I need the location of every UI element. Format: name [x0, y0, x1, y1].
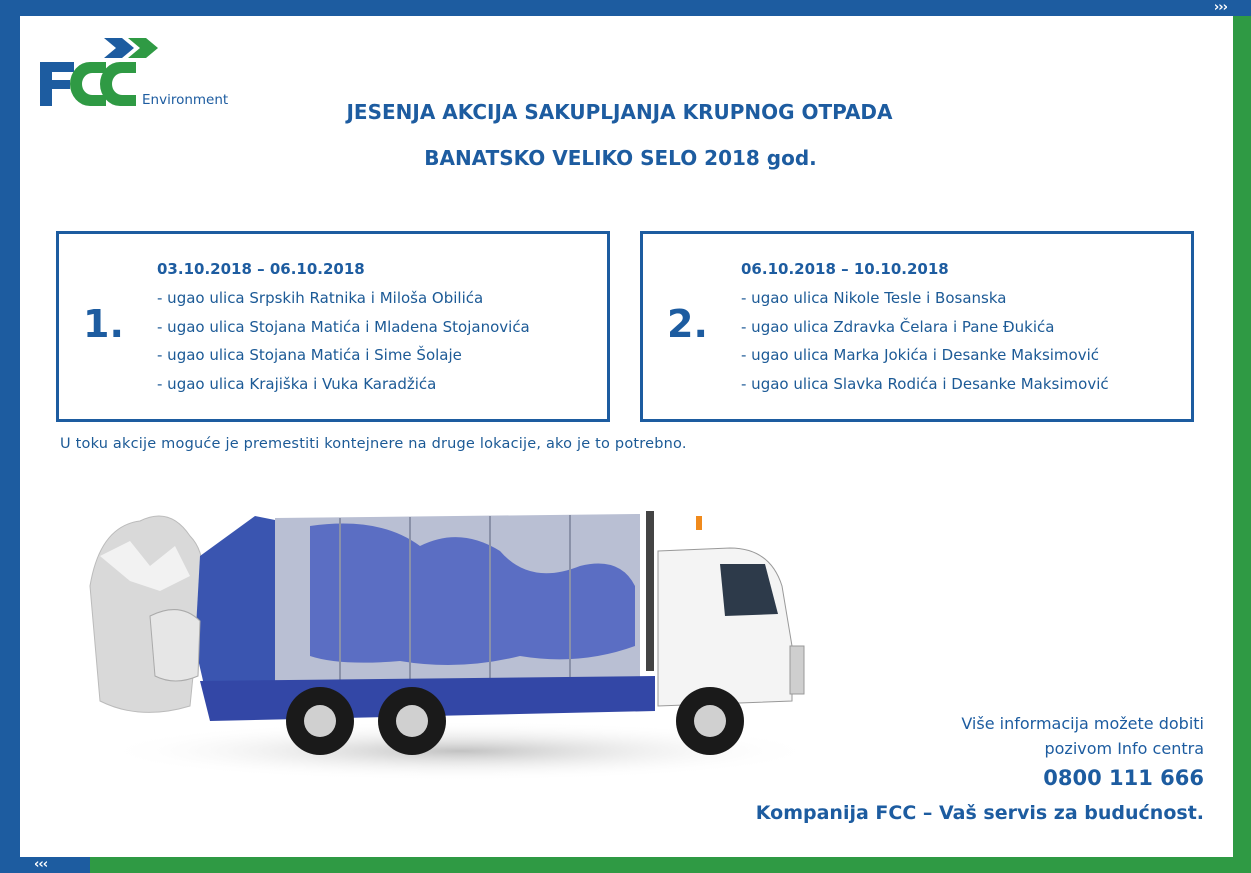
chevron-left-icon: ‹‹‹	[34, 857, 48, 872]
list-item: - ugao ulica Slavka Rodića i Desanke Maksimović	[741, 375, 1109, 394]
frame-left-border	[0, 0, 20, 873]
page-subtitle: BANATSKO VELIKO SELO 2018 god.	[424, 146, 817, 170]
company-slogan: Kompanija FCC – Vaš servis za budućnost.	[755, 802, 1204, 824]
logo-subtitle: Environment	[142, 92, 229, 108]
frame-bottom-border	[0, 857, 1251, 873]
location-box-1	[56, 231, 610, 422]
garbage-truck-image	[80, 496, 820, 786]
date-range: 03.10.2018 – 06.10.2018	[157, 260, 365, 278]
list-item: - ugao ulica Stojana Matića i Sime Šolaje	[157, 346, 462, 365]
location-list	[157, 287, 530, 402]
box-number: 2.	[667, 302, 708, 346]
info-phone-number: 0800 111 666	[1043, 766, 1204, 790]
list-item: - ugao ulica Krajiška i Vuka Karadžića	[157, 375, 437, 394]
list-item: - ugao ulica Stojana Matića i Mladena Stojanovića	[157, 317, 530, 336]
info-text-line-2: pozivom Info centra	[1044, 739, 1204, 758]
location-list	[741, 287, 1109, 402]
page-title: JESENJA AKCIJA SAKUPLJANJA KRUPNOG OTPADA	[346, 100, 893, 124]
location-box-2	[640, 231, 1194, 422]
relocation-note: U toku akcije moguće je premestiti kontejnere na druge lokacije, ako je to potrebno.	[60, 436, 687, 452]
info-text-line-1: Više informacija možete dobiti	[961, 714, 1204, 733]
frame-top-border	[0, 0, 1251, 16]
list-item: - ugao ulica Nikole Tesle i Bosanska	[741, 289, 1007, 307]
list-item: - ugao ulica Marka Jokića i Desanke Maksimović	[741, 346, 1100, 365]
frame-right-border	[1233, 16, 1251, 873]
date-range: 06.10.2018 – 10.10.2018	[741, 260, 949, 278]
box-number: 1.	[83, 302, 124, 346]
list-item: - ugao ulica Srpskih Ratnika i Miloša Obilića	[157, 289, 484, 307]
list-item: - ugao ulica Zdravka Čelara i Pane Đukića	[741, 317, 1055, 336]
chevron-right-icon: ›››	[1213, 0, 1227, 15]
